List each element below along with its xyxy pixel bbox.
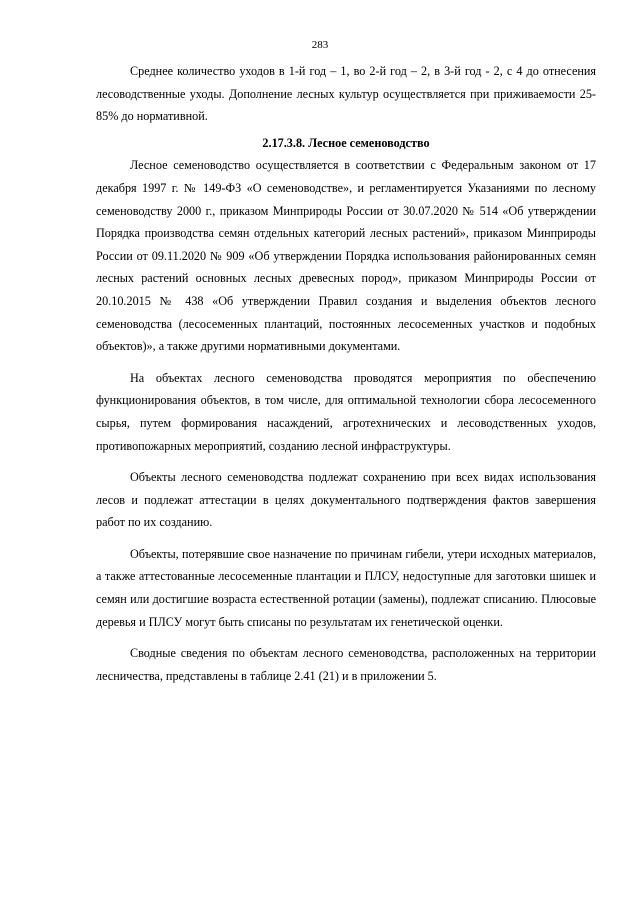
paragraph-activities: На объектах лесного семеноводства проводятся мероприятия по обеспечению функционирования объектов, в том числе, для оптимальной технологии сбора лесосеменного сырья, путем формирования насаждений, агротехнических и лесоводственных уходов, противопожарных мероприятий, созданию лесной инфраструктуры. — [96, 370, 596, 453]
paragraph-preservation: Объекты лесного семеноводства подлежат сохранению при всех видах использования лесов и подлежат аттестации в целях документального подтверждения фактов завершения работ по их созданию. — [96, 470, 596, 530]
paragraph-legal-basis: Лесное семеноводство осуществляется в соответствии с Федеральным законом от 17 декабря 1997 г. № 149-ФЗ «О семеноводстве», и регламентируется Указаниями по лесному семеноводству 2000 г., приказом Минприроды России от 30.07.2020 № 514 «Об утверждении Порядка производства семян отдельных категорий лесных растений», приказом Минприроды России от 09.11.2020 № 909 «Об утверждении Порядка использования районированных семян лесных растений основных лесных древесных пород», приказом Минприроды России от 20.10.2015 № 438 «Об утверждении Правил создания и выделения объектов лесного семеноводства (лесосеменных плантаций, постоянных лесосеменных участков и подобных объектов)», а также другими нормативными документами. — [96, 158, 596, 354]
paragraph-decommissioning: Объекты, потерявшие свое назначение по причинам гибели, утери исходных материалов, а также аттестованные лесосеменные плантации и ПЛСУ, недоступные для заготовки шишек и семян или достигшие возраста естественной ротации (замены), подлежат списанию. Плюсовые деревья и ПЛСУ могут быть списаны по результатам их генетической оценки. — [96, 546, 596, 629]
paragraph-summary-reference: Сводные сведения по объектам лесного семеноводства, расположенных на территории лесничества, представлены в таблице 2.41 (21) и в приложении 5. — [96, 646, 596, 683]
section-heading: 2.17.3.8. Лесное семеноводство — [262, 135, 430, 150]
page-body — [96, 60, 596, 687]
intro-paragraph: Среднее количество уходов в 1-й год – 1, во 2-й год – 2, в 3-й год - 2, с 4 до отнесения лесоводственные уходы. Дополнение лесных культур осуществляется при приживаемости 25-85% до нормативной. — [96, 64, 596, 124]
page-number: 283 — [311, 39, 329, 51]
